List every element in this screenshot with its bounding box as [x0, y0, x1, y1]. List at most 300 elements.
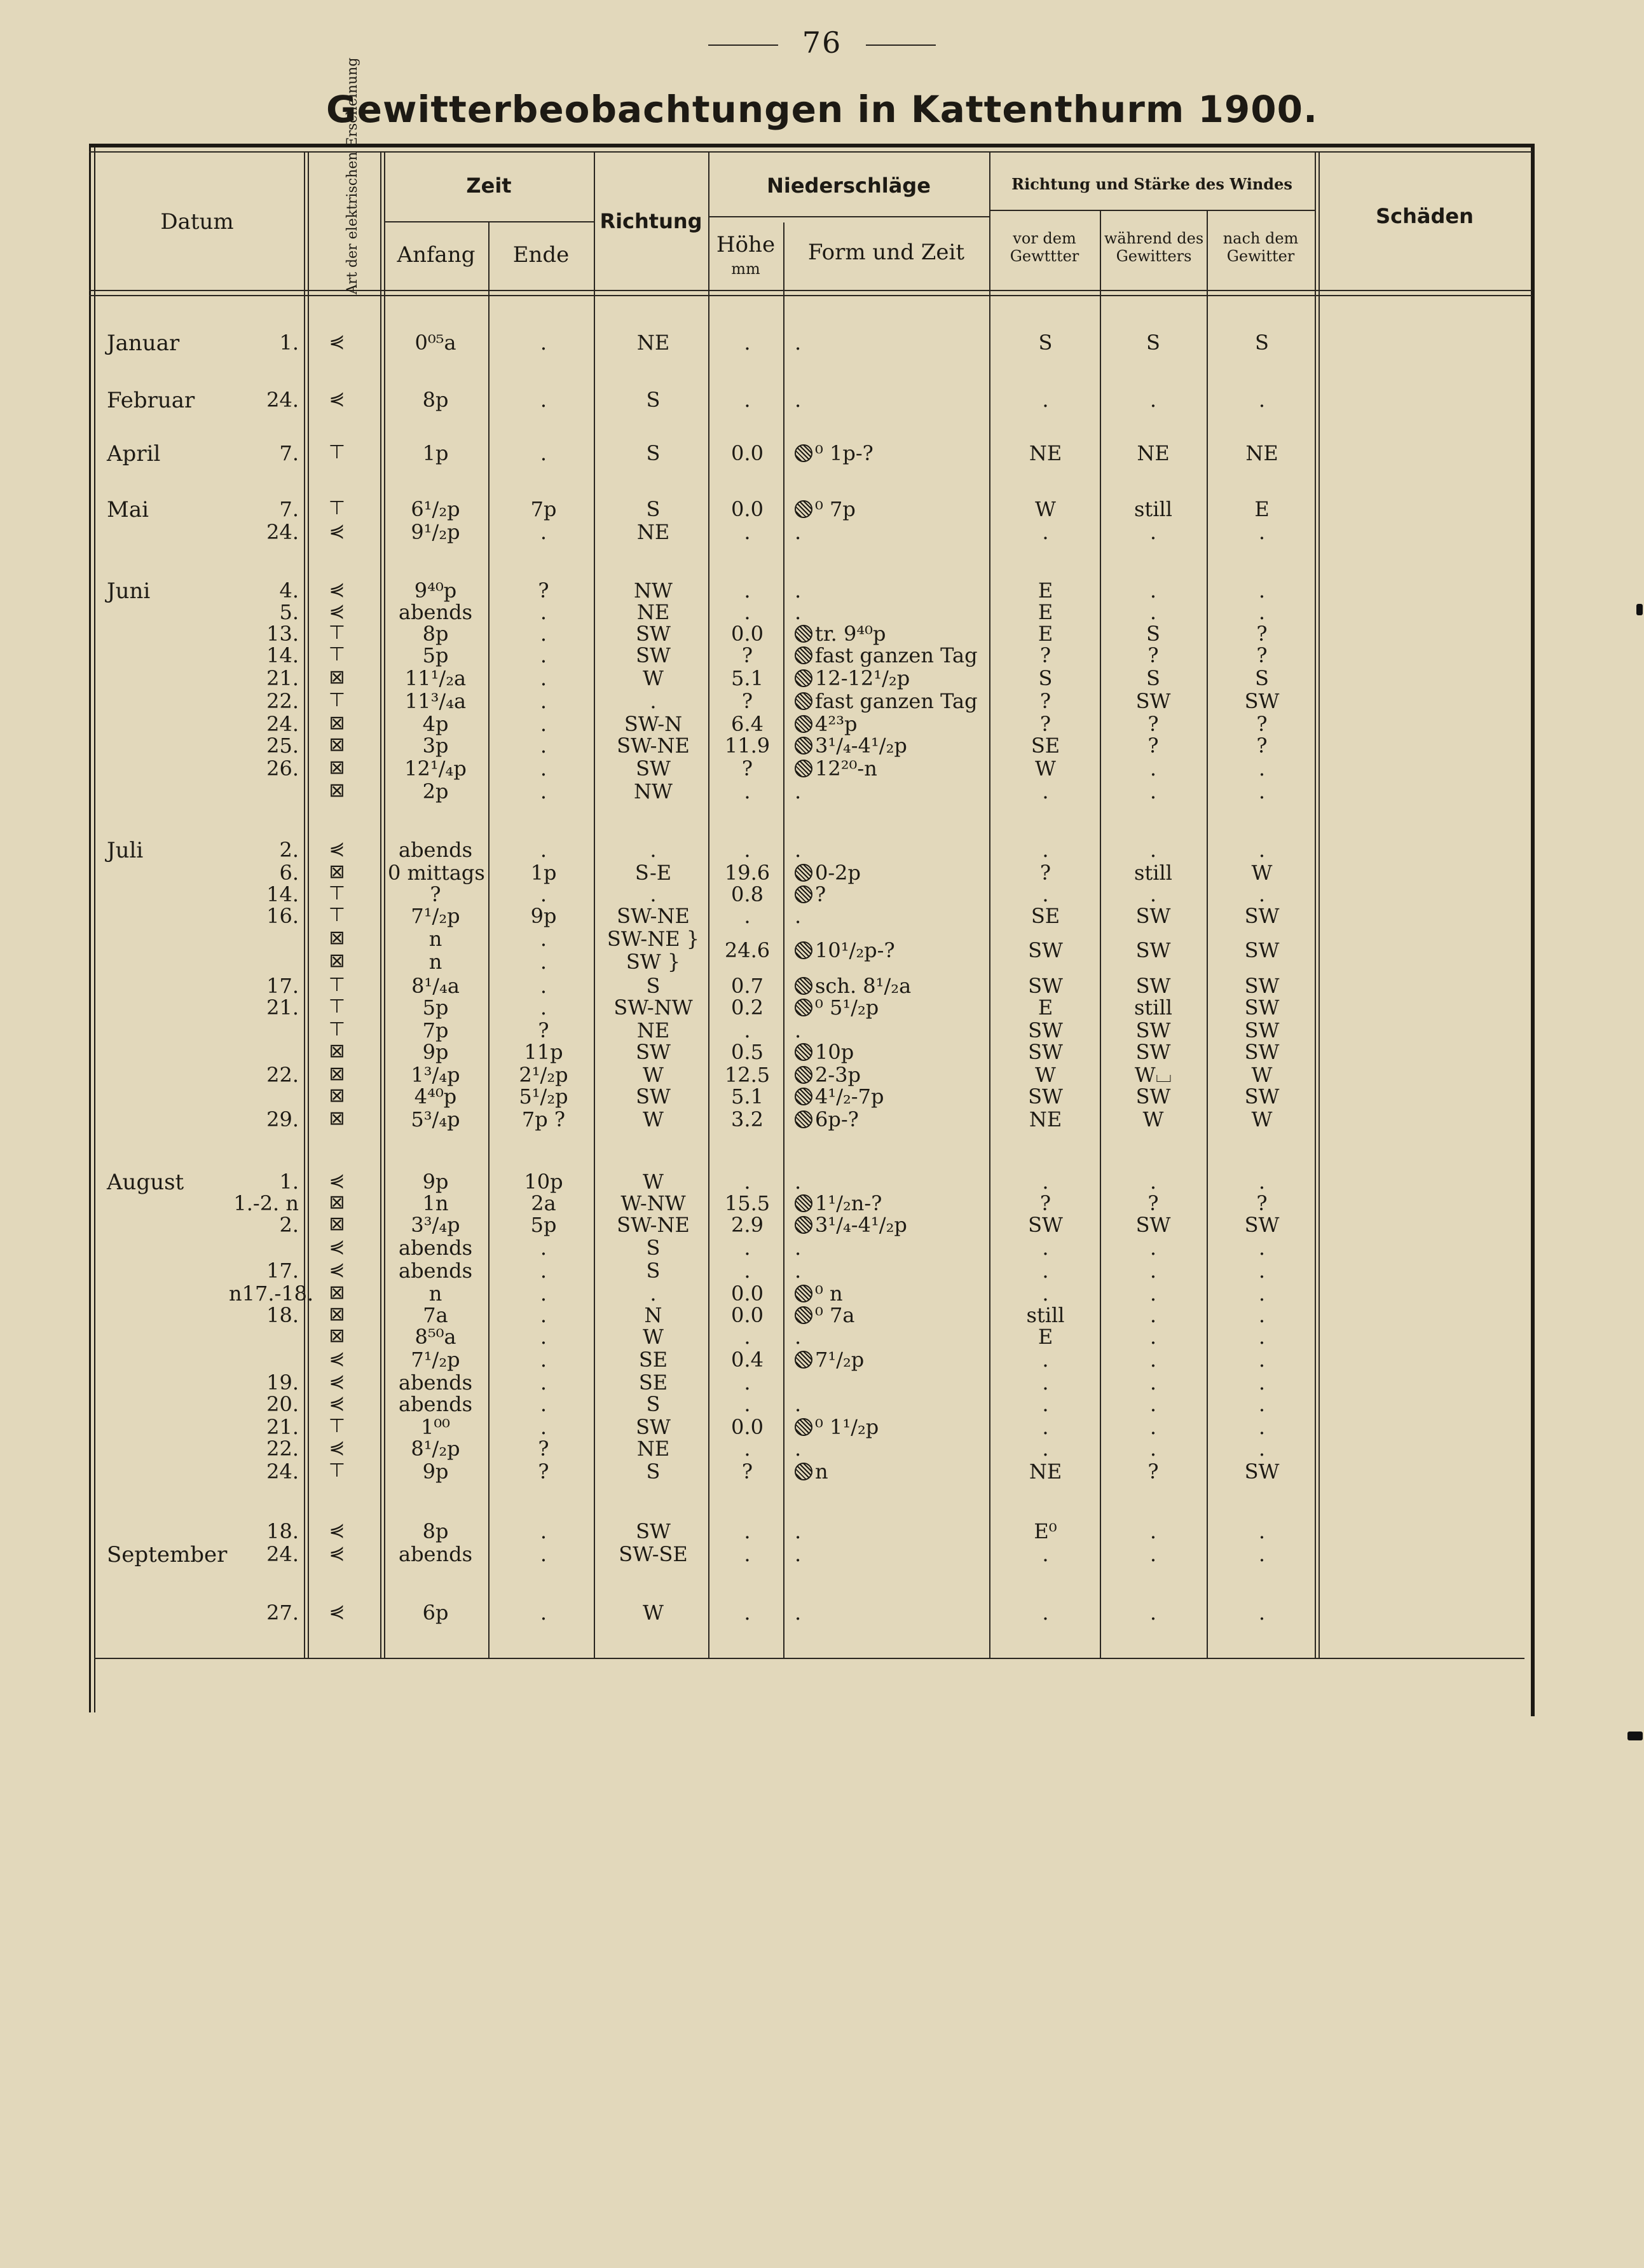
cell-w1: SW: [1028, 974, 1063, 998]
cell-dir: W: [643, 1601, 664, 1625]
cell-day: 16.: [266, 904, 299, 928]
cell-beg: 8p: [422, 622, 449, 646]
cell-form: .: [795, 838, 802, 862]
cell-w2: NE: [1137, 441, 1170, 465]
cell-w2: .: [1149, 388, 1157, 412]
cell-w1: .: [1042, 1170, 1049, 1194]
cell-w2: .: [1149, 1281, 1157, 1306]
table-row: [0, 578, 1644, 601]
table-row: [0, 331, 1644, 353]
cell-hohe: .: [744, 1601, 751, 1625]
cell-end: .: [540, 441, 547, 465]
header-vor: vor dem Gewttter: [1010, 229, 1079, 265]
cell-form: [795, 712, 985, 736]
cell-form: .: [795, 388, 802, 412]
cell-day: 25.: [266, 734, 299, 758]
cell-end: .: [540, 331, 547, 355]
cell-w1: S: [1038, 331, 1053, 355]
cell-w3: .: [1258, 1415, 1266, 1439]
table-row: [0, 1040, 1644, 1063]
cell-w3: ?: [1256, 734, 1268, 758]
cell-w3: E: [1254, 497, 1270, 521]
cell-day: 18.: [266, 1303, 299, 1327]
cell-dir: SW: [636, 1084, 671, 1109]
cell-beg: 8p: [422, 1519, 449, 1543]
table-row: [0, 1459, 1644, 1482]
table-row: [0, 689, 1644, 712]
cell-w3: .: [1258, 1392, 1266, 1416]
cell-dir: S: [646, 1236, 661, 1260]
table-row: [0, 1415, 1644, 1438]
cell-sym: ⋞: [329, 1259, 345, 1281]
table-row: [0, 1107, 1644, 1130]
hail-symbol-icon: [795, 885, 812, 903]
month-label: August: [107, 1170, 184, 1195]
cell-w2: still: [1134, 861, 1172, 885]
cell-sym: ⊠: [329, 1213, 345, 1235]
cell-form-text: 12²⁰-n: [815, 756, 877, 781]
cell-form: [795, 1107, 985, 1131]
table-row: [0, 388, 1644, 411]
cell-beg: n: [428, 927, 442, 951]
cell-sym: ⋞: [329, 578, 345, 601]
cell-day: 21.: [266, 995, 299, 1020]
cell-form: .: [795, 1392, 802, 1416]
cell-form-text: tr. 9⁴⁰p: [815, 622, 886, 646]
cell-hohe: 0.8: [731, 882, 764, 906]
hail-symbol-icon: [795, 1088, 812, 1105]
cell-dir: S: [646, 974, 661, 998]
cell-w1: still: [1026, 1303, 1065, 1327]
cell-sym: ⋞: [329, 1542, 345, 1564]
cell-form-text: 10¹/₂p-?: [815, 938, 895, 962]
cell-beg: 3p: [422, 734, 449, 758]
header-richtung: Richtung: [599, 209, 702, 233]
cell-end: .: [540, 779, 547, 803]
cell-form-text: fast ganzen Tag: [815, 689, 978, 713]
cell-end: .: [540, 1370, 547, 1395]
cell-form: .: [795, 779, 802, 803]
table-row: [0, 882, 1644, 905]
cell-w1: .: [1042, 1348, 1049, 1372]
hail-symbol-icon: [795, 977, 812, 995]
cell-dir: SW: [636, 1519, 671, 1543]
cell-dir: N: [644, 1303, 662, 1327]
cell-w2: .: [1149, 838, 1157, 862]
cell-w1: W: [1035, 1063, 1056, 1087]
cell-beg: 7¹/₂p: [411, 904, 460, 928]
cell-w2: .: [1149, 1325, 1157, 1349]
cell-beg: 0⁰⁵a: [414, 331, 456, 355]
cell-w3: .: [1258, 756, 1266, 781]
cell-w3: .: [1258, 1170, 1266, 1194]
cell-sym: ⊠: [329, 756, 345, 779]
cell-hohe: ?: [741, 756, 753, 781]
table-rule-bottom: [94, 1658, 1524, 1659]
cell-dir: S: [646, 1459, 661, 1484]
cell-form: .: [795, 1601, 802, 1625]
month-label: Februar: [107, 388, 195, 413]
cell-beg: n: [428, 1281, 442, 1306]
table-row: [0, 1281, 1644, 1304]
cell-day: 22.: [266, 1063, 299, 1087]
cell-sym: ⊠: [329, 927, 345, 949]
cell-w3: SW: [1244, 1084, 1280, 1109]
cell-end: .: [540, 1519, 547, 1543]
cell-w3: SW: [1244, 904, 1280, 928]
cell-day: 2.: [279, 838, 299, 862]
cell-sym: ⊠: [329, 1325, 345, 1347]
cell-end: 2a: [531, 1191, 556, 1215]
cell-w2: SW: [1135, 1018, 1171, 1042]
cell-w1: NE: [1029, 441, 1062, 465]
cell-form-text: ?: [815, 882, 826, 906]
table-row: [0, 756, 1644, 779]
cell-form: [795, 1084, 985, 1109]
cell-w3: .: [1258, 1348, 1266, 1372]
cell-sym: ⊤: [328, 689, 346, 711]
header-ende: Ende: [512, 242, 570, 268]
cell-w2: .: [1149, 756, 1157, 781]
table-row: [0, 1213, 1644, 1236]
header-niederschlaege: Niederschläge: [767, 174, 931, 198]
header-art: Art der elektrischen Erscheinung: [344, 57, 360, 295]
cell-dir: SW: [636, 756, 671, 781]
cell-sym: ⊤: [328, 643, 346, 666]
cell-form-text: 3¹/₄-4¹/₂p: [815, 1213, 907, 1237]
cell-hohe: 0.4: [731, 1348, 764, 1372]
cell-day: 1.-2. n: [233, 1191, 299, 1215]
cell-w3: .: [1258, 1519, 1266, 1543]
cell-sym: ⊤: [328, 882, 346, 905]
cell-end: 5¹/₂p: [519, 1084, 568, 1109]
cell-end: 10p: [524, 1170, 563, 1194]
cell-form: .: [795, 1437, 802, 1461]
cell-hohe: 0.0: [731, 1303, 764, 1327]
cell-end: .: [540, 1236, 547, 1260]
cell-form: [795, 1415, 985, 1439]
table-row: [0, 712, 1644, 735]
cell-end: .: [540, 520, 547, 544]
header-waehrend: während des Gewitters: [1104, 229, 1204, 265]
header-hohe-unit: mm: [731, 260, 760, 278]
hail-symbol-icon: [795, 737, 812, 755]
cell-w3: SW: [1244, 974, 1280, 998]
hail-symbol-icon: [795, 1216, 812, 1234]
cell-hohe: .: [744, 1325, 751, 1349]
cell-form: [795, 756, 985, 781]
header-nach: nach dem Gewitter: [1223, 229, 1299, 265]
table-row: [0, 1170, 1644, 1192]
cell-dir: NW: [634, 779, 673, 803]
cell-end: .: [540, 1281, 547, 1306]
cell-form-text: fast ganzen Tag: [815, 643, 978, 667]
cell-beg: 2p: [422, 779, 449, 803]
table-row: [0, 1236, 1644, 1259]
cell-w1: SW: [1028, 1018, 1063, 1042]
cell-dir: SW }: [626, 950, 681, 974]
cell-form: .: [795, 1325, 802, 1349]
header-schaeden: Schäden: [1376, 204, 1474, 228]
cell-end: .: [540, 1325, 547, 1349]
cell-dir: S: [646, 388, 661, 412]
cell-dir: SE: [638, 1348, 668, 1372]
cell-w2: .: [1149, 1170, 1157, 1194]
cell-dir: NW: [634, 578, 673, 603]
cell-beg: 11¹/₂a: [404, 666, 467, 690]
cell-hohe: .: [744, 1170, 751, 1194]
cell-hohe: .: [744, 1259, 751, 1283]
cell-beg: 9p: [422, 1170, 449, 1194]
table-row: [0, 1084, 1644, 1107]
cell-w2: SW: [1135, 1084, 1171, 1109]
cell-sym: ⊠: [329, 1084, 345, 1107]
cell-beg: 8p: [422, 388, 449, 412]
cell-hohe: .: [744, 600, 751, 624]
cell-dir: W-NW: [620, 1191, 686, 1215]
cell-hohe: 0.0: [731, 1281, 764, 1306]
cell-w1: SW: [1028, 1084, 1063, 1109]
cell-beg: 9p: [422, 1040, 449, 1064]
cell-hohe: 2.9: [731, 1213, 764, 1237]
cell-w1: .: [1042, 388, 1049, 412]
cell-form: .: [795, 1170, 802, 1194]
table-row: [0, 643, 1644, 666]
cell-w3: SW: [1244, 1213, 1280, 1237]
header-datum: Datum: [160, 209, 234, 235]
cell-w1: .: [1042, 1601, 1049, 1625]
cell-w2: .: [1149, 779, 1157, 803]
cell-end: .: [540, 1601, 547, 1625]
cell-w2: .: [1149, 1259, 1157, 1283]
cell-sym: ⋞: [329, 600, 345, 622]
cell-beg: 12¹/₄p: [404, 756, 467, 781]
cell-form-text: sch. 8¹/₂a: [815, 974, 912, 998]
cell-w1: ?: [1039, 689, 1051, 713]
cell-w2: S: [1146, 666, 1160, 690]
table-row: [0, 1191, 1644, 1214]
cell-sym: ⊠: [329, 734, 345, 756]
table-row: [0, 779, 1644, 802]
cell-day: 18.: [266, 1519, 299, 1543]
cell-w3: .: [1258, 1325, 1266, 1349]
cell-beg: 0 mittags: [388, 861, 485, 885]
cell-day: 22.: [266, 1437, 299, 1461]
cell-w1: ?: [1039, 712, 1051, 736]
cell-hohe: .: [744, 779, 751, 803]
header-rule-bottom2: [89, 295, 1532, 296]
cell-form: [795, 1459, 985, 1484]
cell-form-text: ⁰ 1¹/₂p: [815, 1415, 879, 1439]
cell-w1: SE: [1031, 734, 1060, 758]
cell-dir: S: [646, 1392, 661, 1416]
cell-beg: 8⁵⁰a: [414, 1325, 456, 1349]
cell-form: .: [795, 600, 802, 624]
cell-w3: S: [1255, 666, 1269, 690]
cell-form-text: n: [815, 1459, 828, 1484]
cell-day: 1.: [279, 331, 299, 355]
cell-sym: ⊤: [328, 1415, 346, 1437]
cell-dir: W: [643, 1325, 664, 1349]
cell-beg: 5p: [422, 643, 449, 667]
cell-hohe: 5.1: [731, 666, 764, 690]
cell-hohe: 0.0: [731, 622, 764, 646]
cell-hohe: 0.2: [731, 995, 764, 1020]
cell-w1: SW: [1028, 1040, 1063, 1064]
cell-sym: ⊠: [329, 712, 345, 734]
cell-w2: .: [1149, 882, 1157, 906]
cell-w1: E⁰: [1034, 1519, 1057, 1543]
cell-hohe: 0.0: [731, 441, 764, 465]
cell-w2: ?: [1147, 712, 1159, 736]
cell-sym: ⊠: [329, 1191, 345, 1213]
hail-symbol-icon: [795, 500, 812, 518]
hail-symbol-icon: [795, 1194, 812, 1212]
cell-form-text: 1¹/₂n-?: [815, 1191, 882, 1215]
cell-sym: ⊤: [328, 441, 346, 463]
cell-beg: abends: [398, 600, 472, 624]
cell-w1: .: [1042, 1542, 1049, 1566]
cell-w3: .: [1258, 1601, 1266, 1625]
cell-w3: ?: [1256, 622, 1268, 646]
cell-dir: SW: [636, 622, 671, 646]
cell-w3: .: [1258, 600, 1266, 624]
cell-form: [795, 1348, 985, 1372]
cell-hohe: 12.5: [724, 1063, 771, 1087]
cell-end: .: [540, 734, 547, 758]
cell-day: 24.: [266, 520, 299, 544]
cell-hohe: .: [744, 838, 751, 862]
cell-form: .: [795, 1018, 802, 1042]
hail-symbol-icon: [795, 444, 812, 462]
cell-form: [795, 1063, 985, 1087]
cell-w2: .: [1149, 1542, 1157, 1566]
cell-day: 5.: [279, 600, 299, 624]
cell-day: 27.: [266, 1601, 299, 1625]
cell-sym: ⋞: [329, 1601, 345, 1623]
cell-form: [795, 882, 985, 906]
hail-symbol-icon: [795, 1351, 812, 1369]
cell-sym: ⊠: [329, 1040, 345, 1062]
cell-day: 24.: [266, 388, 299, 412]
cell-end: 9p: [530, 904, 557, 928]
cell-day: 21.: [266, 666, 299, 690]
table-row: [0, 1259, 1644, 1281]
month-label: Mai: [107, 497, 149, 523]
table-row: [0, 1519, 1644, 1542]
cell-w1: E: [1038, 622, 1053, 646]
cell-dir: S: [646, 1259, 661, 1283]
hail-symbol-icon: [795, 1463, 812, 1480]
cell-w2: SW: [1135, 689, 1171, 713]
cell-form: .: [795, 520, 802, 544]
cell-beg: ?: [430, 882, 441, 906]
cell-beg: abends: [398, 1370, 472, 1395]
cell-w2: SW: [1135, 1040, 1171, 1064]
cell-form-text: 6p-?: [815, 1107, 859, 1131]
cell-w3: .: [1258, 1236, 1266, 1260]
cell-hohe: .: [744, 1370, 751, 1395]
cell-sym: ⊠: [329, 861, 345, 883]
cell-dir: NE: [636, 331, 670, 355]
cell-form: [795, 1040, 985, 1064]
hail-symbol-icon: [795, 692, 812, 710]
cell-w1: E: [1038, 578, 1053, 603]
cell-sym: ⋞: [329, 1519, 345, 1541]
cell-w1: E: [1038, 600, 1053, 624]
cell-beg: abends: [398, 1236, 472, 1260]
cell-w2: .: [1149, 1303, 1157, 1327]
table-row: [0, 1018, 1644, 1041]
cell-w3: .: [1258, 1281, 1266, 1306]
cell-hohe: 3.2: [731, 1107, 764, 1131]
cell-end: .: [540, 666, 547, 690]
cell-form: .: [795, 578, 802, 603]
cell-w1: SW: [1028, 938, 1063, 962]
cell-beg: abends: [398, 1392, 472, 1416]
cell-hohe: .: [744, 1437, 751, 1461]
cell-beg: 7p: [422, 1018, 449, 1042]
cell-w2: .: [1149, 1392, 1157, 1416]
cell-hohe: .: [744, 388, 751, 412]
month-label: Juni: [107, 578, 151, 604]
cell-dir: SE: [638, 1370, 668, 1395]
cell-day: 26.: [266, 756, 299, 781]
cell-hohe: 0.0: [731, 497, 764, 521]
cell-form: .: [795, 1236, 802, 1260]
cell-form-text: ⁰ 5¹/₂p: [815, 995, 879, 1020]
cell-end: .: [540, 950, 547, 974]
cell-sym: ⋞: [329, 1236, 345, 1258]
cell-end: .: [540, 1348, 547, 1372]
cell-w3: .: [1258, 779, 1266, 803]
header-zeit: Zeit: [466, 174, 512, 198]
cell-dir: SW-NE: [617, 1213, 690, 1237]
cell-day: n17.-18.: [229, 1281, 314, 1306]
cell-sym: ⋞: [329, 1348, 345, 1370]
cell-dir: S: [646, 441, 661, 465]
cell-form: .: [795, 331, 802, 355]
cell-form: [795, 995, 985, 1020]
cell-w1: SW: [1028, 1213, 1063, 1237]
cell-end: 1p: [530, 861, 557, 885]
cell-end: .: [540, 622, 547, 646]
cell-w3: SW: [1244, 689, 1280, 713]
cell-end: .: [540, 712, 547, 736]
cell-dir: NE: [636, 1437, 670, 1461]
cell-beg: 8¹/₄a: [411, 974, 460, 998]
cell-form: .: [795, 904, 802, 928]
cell-w1: W: [1035, 497, 1056, 521]
cell-w3: .: [1258, 1303, 1266, 1327]
cell-sym: ⊠: [329, 1063, 345, 1085]
dash-left: [708, 44, 778, 46]
cell-w2: ?: [1147, 1191, 1159, 1215]
cell-w2: SW: [1135, 904, 1171, 928]
cell-end: 7p: [530, 497, 557, 521]
cell-sym: ⊠: [329, 779, 345, 802]
cell-beg: 1n: [422, 1191, 449, 1215]
cell-w1: .: [1042, 1437, 1049, 1461]
cell-w1: ?: [1039, 1191, 1051, 1215]
cell-end: .: [540, 689, 547, 713]
cell-hohe: 24.6: [724, 938, 771, 962]
cell-hohe: 6.4: [731, 712, 764, 736]
cell-end: ?: [538, 578, 549, 603]
cell-day: 19.: [266, 1370, 299, 1395]
cell-dir: W: [643, 1063, 664, 1087]
cell-w3: .: [1258, 578, 1266, 603]
